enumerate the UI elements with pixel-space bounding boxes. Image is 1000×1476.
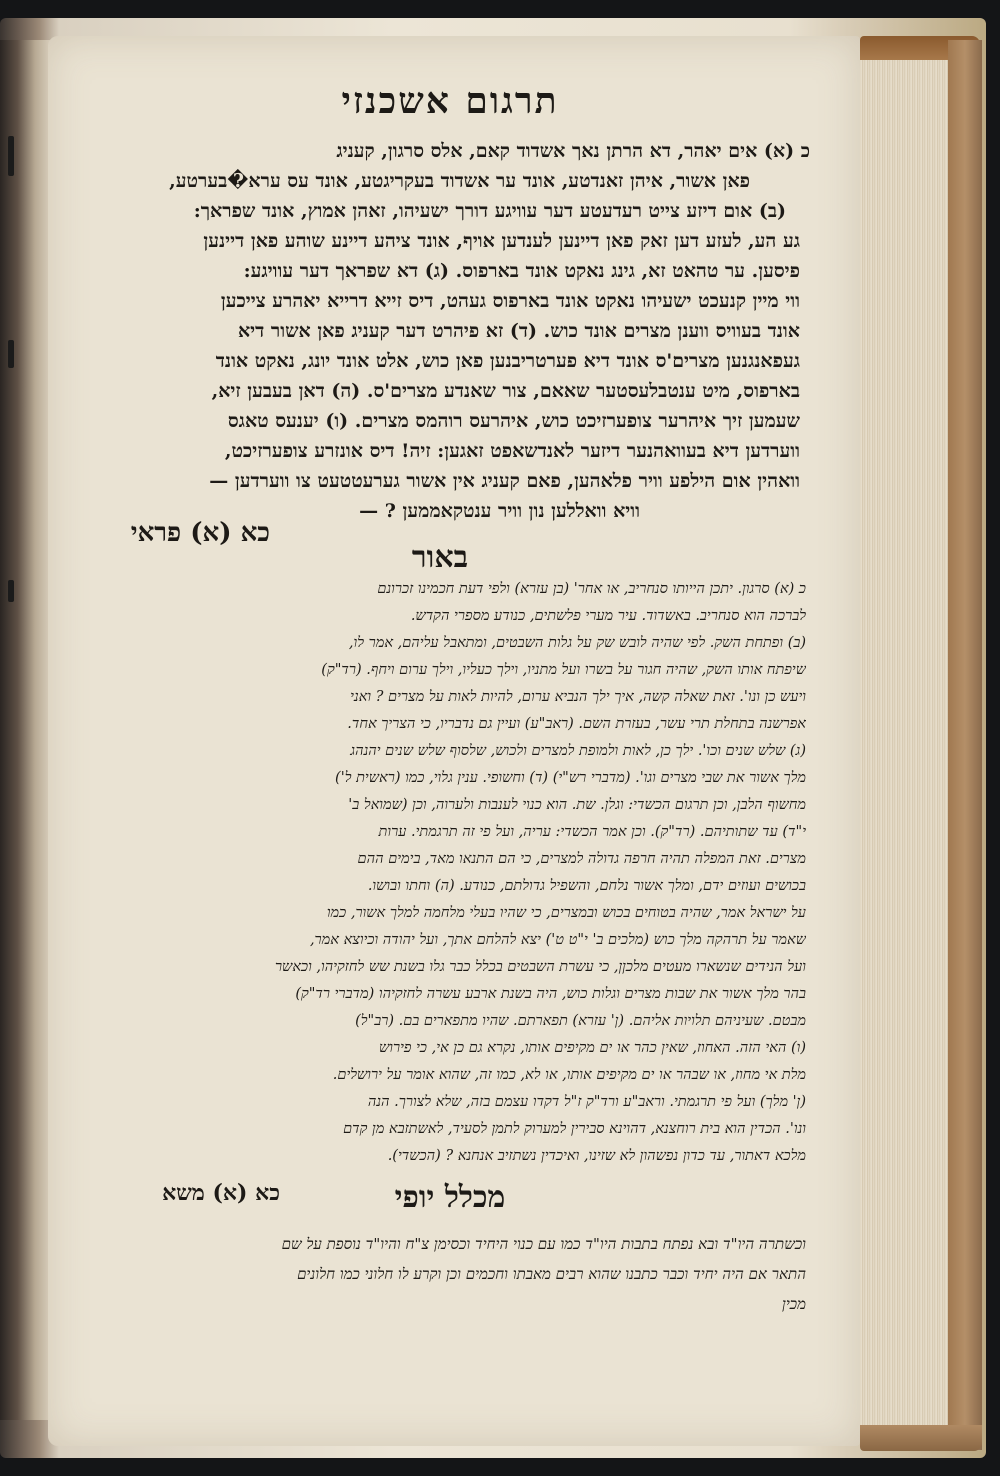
book-cover-bottom <box>860 1425 982 1451</box>
commentary-line: מלת אי מחוז, או שבהר או ים מקיפים אותו, או לא, כמו זה, שהוא אומר על ירושלים. <box>332 1067 806 1083</box>
commentary-line: מצרים. זאת המפלה תהיה חרפה גדולה למצרים, כי הם התנאו מאד, בימים ההם <box>357 851 806 867</box>
commentary-line: לברכה הוא סנחריב. באשדוד. עיר מערי פלשתים, כנודע מספרי הקדש. <box>410 608 806 624</box>
grammar-line: וכשתרה היו"ד ובא נפתח בתבות היו"ד כמו עם כנוי היחיד וכסימן צ"ח והיו"ד נוספת על שם <box>281 1235 806 1253</box>
translation-line: געפאנגנען מצרים'ס אונד דיא פערטריבנען פאן כוש, אלט אונד יונג, נאקט אונד <box>215 350 800 372</box>
page-title: תרגום אשכנזי <box>341 80 559 122</box>
commentary-line: (ן' מלך) ועל פי תרגמתי. וראב"ע ורד"ק ז"ל דקדו עצמם בזה, שלא לצורך. הנה <box>367 1094 806 1110</box>
commentary-heading: באור <box>411 540 469 575</box>
commentary-line: בכושים ועוזים ידם, ומלך אשור נלחם, והשפיל גדולתם, כנודע. (ה) וחתו ובושו. <box>367 878 806 894</box>
grammar-heading: מכלל יופי <box>394 1180 506 1215</box>
translation-line: פאן אשור, איהן זאנדטע, אונד ער אשדוד בעקריגטע, אונד עס ערא�בערטע, <box>169 170 750 192</box>
commentary-line: (ג) שלש שנים וכו'. ילך כן, לאות ולמופת למצרים ולכוש, שלסוף שלש שנים יהנהג <box>350 743 806 759</box>
grammar-line: מכין <box>782 1295 806 1313</box>
chapter-marker-commentary: כא (א) משא <box>162 1180 280 1206</box>
page-fore-edge <box>858 60 954 1438</box>
translation-line: וויא וואללען נון וויר ענטקאממען ? — <box>359 500 640 522</box>
commentary-line: בהר מלך אשור את שבות מצרים וגלות כוש, היה בשנת ארבע עשרה לחזקיהו (מדברי רד"ק) <box>295 986 806 1002</box>
translation-line: ווי מיין קנעכט ישעיהו נאקט אונד בארפוס געהט, דיס זייא דרייא יאהרע צייכען <box>220 290 800 312</box>
commentary-line: שאמר על תרהקה מלך כוש (מלכים ב' י"ט ט') יצא להלחם אתך, ועל יהודה וכיוצא אמר, <box>309 932 806 948</box>
commentary-line: (ב) ופתחת השק. לפי שהיה לובש שק על גלות השבטים, ומתאבל עליהם, אמר לו, <box>348 635 806 651</box>
translation-line: שעמען זיך איהרער צופערזיכט כוש, איהרעס רוהמס מצרים. (ו) יענעס טאגס <box>227 410 800 432</box>
book-cover-spine <box>948 40 982 1450</box>
commentary-line: ויעש כן ונו'. זאת שאלה קשה, איך ילך הנביא ערום, להיות לאות על מצרים ? ואני <box>350 689 806 705</box>
translation-line: פיסען. ער טהאט זא, גינג נאקט אונד בארפוס. (ג) דא שפראך דער עוויגע: <box>243 260 800 282</box>
translation-line: גע הע, לעזע דען זאק פאן דיינען לענדען אויף, אונד ציהע דיינע שוהע פאן דיינען <box>203 230 800 252</box>
commentary-line: מלך אשור את שבי מצרים וגו'. (מדברי רש"י) (ד) וחשופי. ענין גלוי, כמו (ראשית ל') <box>335 770 806 786</box>
translation-line: (ב) אום דיזע צייט רעדעטע דער עוויגע דורך ישעיהו, זאהן אמוץ, אונד שפראך: <box>193 200 786 222</box>
commentary-line: שיפתח אותו השק, שהיה חגור על בשרו ועל מתניו, וילך כעליו, וילך ערום ויחף. (רד"ק) <box>321 662 806 678</box>
commentary-line: (ו) האי הזה. האחוז, שאין כהר או ים מקיפים אותו, נקרא גם כן אי, כי פירוש <box>379 1040 806 1056</box>
translation-line: כ (א) אים יאהר, דא הרתן נאך אשדוד קאם, אלס סרגון, קעניג <box>336 140 810 162</box>
chapter-marker: כא (א) פראי <box>130 518 270 548</box>
translation-line: בארפוס, מיט ענטבלעסטער שאאם, צור שאנדע מצרים'ס. (ה) דאן בעבען זיא, <box>211 380 800 402</box>
commentary-line: כ (א) סרגון. יתכן הייותו סנחריב, או אחר' (בן עזרא) ולפי דעת חכמינו זכרונם <box>377 581 806 597</box>
commentary-line: אפרשנה בתחלת תרי עשר, בעזרת השם. (ראב"ע) ועיין גם נדבריו, כי הצריך אחד. <box>347 716 806 732</box>
left-page-edge <box>0 40 50 1420</box>
commentary-line: ונו'. הכדין הוא בית רוחצנא, דהוינא סבירין למערוק לתמן לסעיד, לאשתזבא מן קדם <box>343 1121 806 1137</box>
commentary-line: על ישראל אמר, שהיה בטוחים בכוש ובמצרים, כי שהיו בעלי מלחמה למלך אשור, כמו <box>326 905 806 921</box>
left-page-print-mark <box>8 136 14 176</box>
commentary-line: מלכא דאתור, עד כדון נפשהון לא שזינו, ואיכדין נשתזיב אנחנא ? (הכשדי). <box>387 1148 806 1164</box>
translation-line: ווערדען דיא בעוואהנער דיזער לאנדשאפט זאגען: זיה! דיס אונזרע צופערזיכט, <box>224 440 800 462</box>
commentary-line: ועל הנידים שנשארו מעטים מלכןן, כי עשרת השבטים בכלל כבר גלו בשנת שש לחזקיהו, וכאשר <box>274 959 806 975</box>
commentary-line: מבטם. שעיניהם תלויות אליהם. (ן' עזרא) תפארתם. שהיו מתפארים בם. (רב"ל) <box>355 1013 806 1029</box>
left-page-print-mark <box>8 340 14 368</box>
translation-line: וואהין אום הילפע וויר פלאהען, פאם קעניג אין אשור גערעטטעט צו ווערדען — <box>209 470 800 492</box>
commentary-line: מחשוף הלבן, וכן תרגום הכשדי: וגלן. שת. הוא כנוי לענבות ולערוה, וכן (שמואל ב' <box>348 797 806 813</box>
translation-line: אונד בעוויס ווענן מצרים אונד כוש. (ד) זא פיהרט דער קעניג פאן אשור דיא <box>237 320 800 342</box>
commentary-line: י"ד) עד שתותיהם. (רד"ק). וכן אמר הכשדי: עריה, ועל פי זה תרגמתי. ערות <box>378 824 806 840</box>
left-page-print-mark <box>8 580 14 602</box>
grammar-line: התאר אם היה יחיד וכבר כתבנו שהוא רבים מאבתו וחכמים וכן וקרע לו חלוני כמו חלונים <box>297 1265 806 1283</box>
